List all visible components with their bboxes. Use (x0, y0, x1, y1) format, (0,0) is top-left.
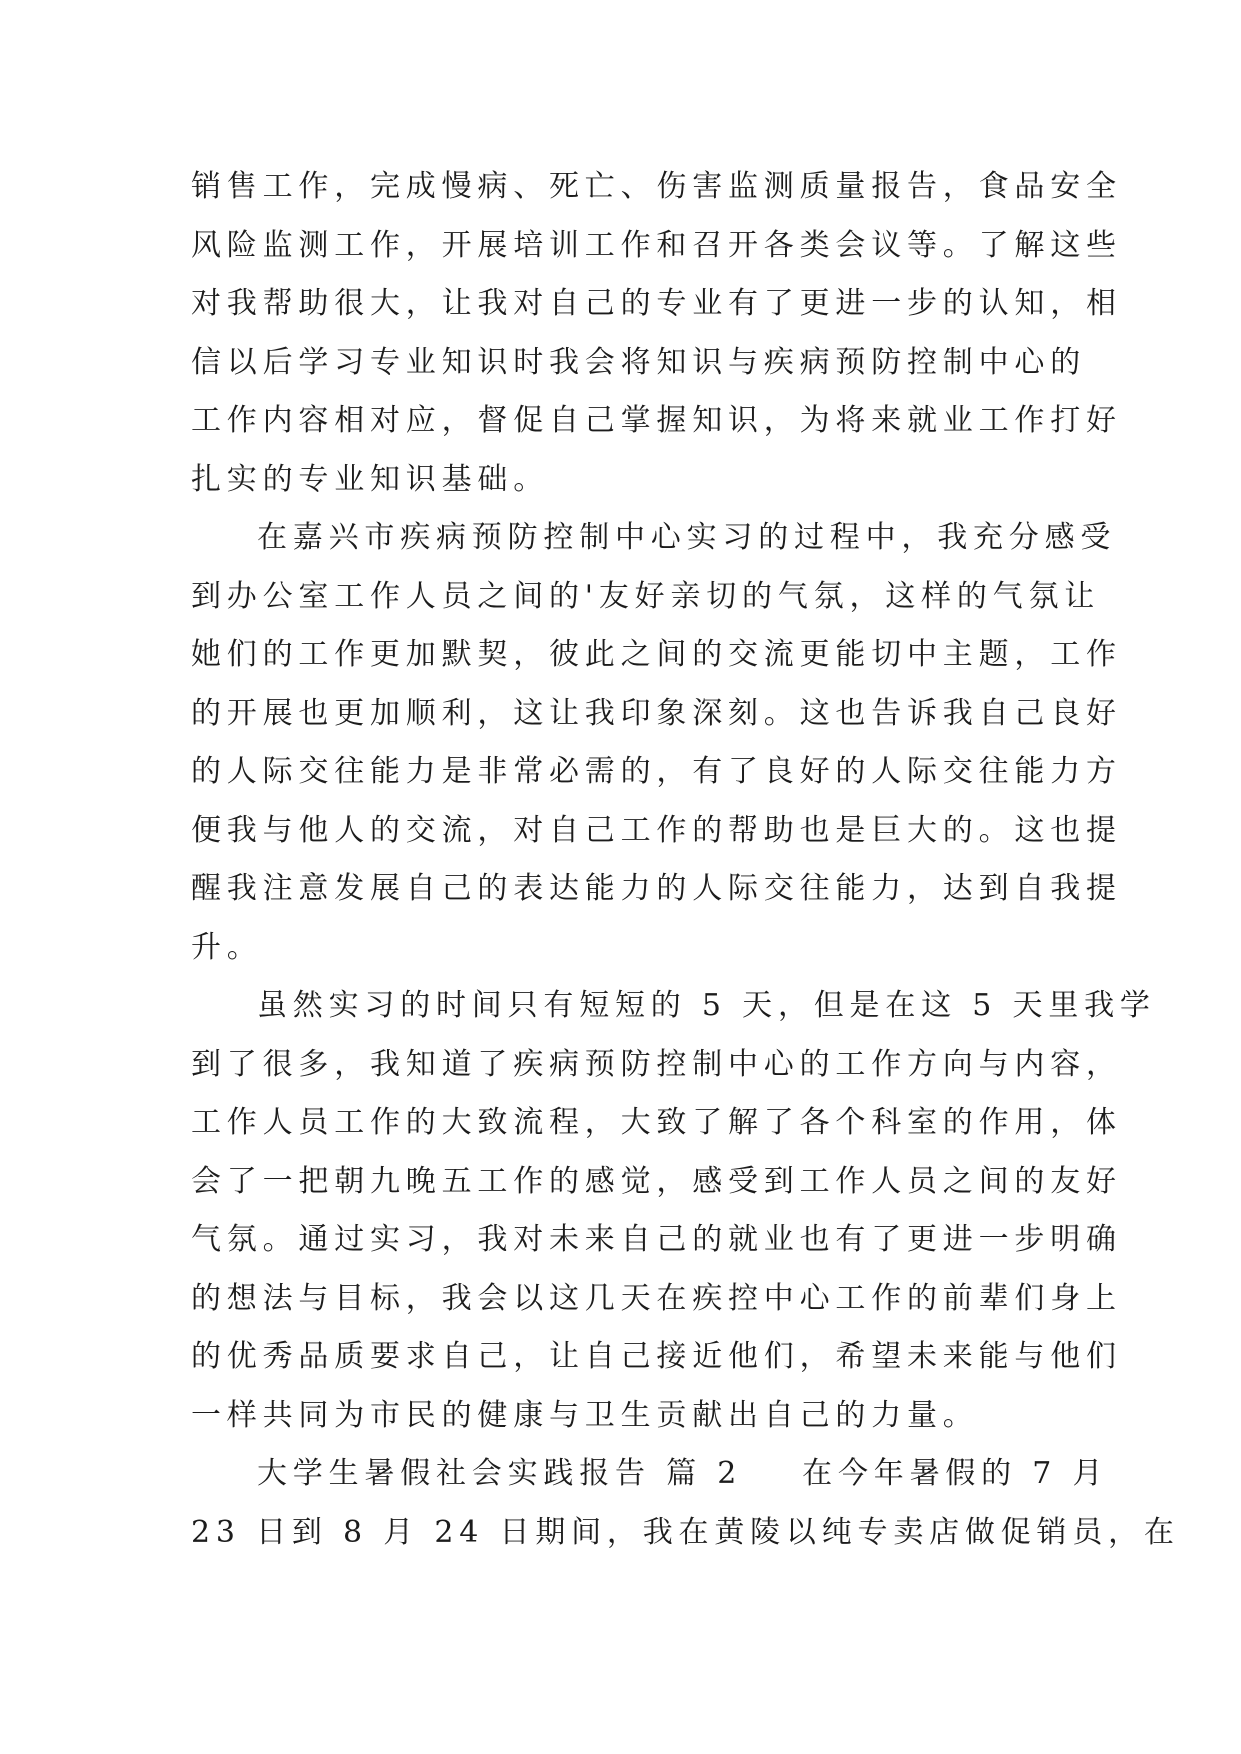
paragraph-4 (191, 1445, 1180, 1562)
text-line: 她们的工作更加默契，彼此之间的交流更能切中主题，工作 (191, 637, 1122, 672)
text-line: 会了一把朝九晚五工作的感觉，感受到工作人员之间的友好 (191, 1163, 1122, 1199)
section-heading: 大学生暑假社会实践报告 篇 2 (257, 1456, 743, 1491)
text-line: 便我与他人的交流，对自己工作的帮助也是巨大的。这也提 (191, 812, 1122, 848)
text-line: 信以后学习专业知识时我会将知识与疾病预防控制中心的 (191, 344, 1086, 380)
text-line: 的开展也更加顺利，这让我印象深刻。这也告诉我自己良好 (191, 695, 1122, 731)
text-line: 对我帮助很大，让我对自己的专业有了更进一步的认知，相 (191, 286, 1122, 321)
paragraph-2 (191, 509, 1122, 977)
paragraph-1 (191, 158, 1122, 509)
text-line: 销售工作，完成慢病、死亡、伤害监测质量报告，食品安全 (191, 169, 1122, 204)
text-line: 的人际交往能力是非常必需的，有了良好的人际交往能力方 (191, 754, 1122, 789)
text-line: 气氛。通过实习，我对未来自己的就业也有了更进一步明确 (191, 1222, 1122, 1257)
text-line: 一样共同为市民的健康与卫生贡献出自己的力量。 (191, 1397, 979, 1433)
text-line: 到了很多，我知道了疾病预防控制中心的工作方向与内容， (191, 1046, 1122, 1082)
text-line: 23 日到 8 月 24 日期间，我在黄陵以纯专卖店做促销员，在 (191, 1514, 1180, 1550)
text-line: 到办公室工作人员之间的'友好亲切的气氛，这样的气氛让 (191, 578, 1101, 614)
text-line: 扎实的专业知识基础。 (191, 461, 549, 497)
text-line: 虽然实习的时间只有短短的 5 天，但是在这 5 天里我学 (257, 988, 1156, 1023)
text-line: 工作内容相对应，督促自己掌握知识，为将来就业工作打好 (191, 403, 1122, 438)
text-line: 的优秀品质要求自己，让自己接近他们，希望未来能与他们 (191, 1339, 1122, 1374)
text-line (191, 1445, 1109, 1504)
text-line: 升。 (191, 929, 263, 965)
text-line: 醒我注意发展自己的表达能力的人际交往能力，达到自我提 (191, 871, 1122, 906)
heading-continuation: 在今年暑假的 7 月 (802, 1456, 1109, 1491)
text-line: 在嘉兴市疾病预防控制中心实习的过程中，我充分感受 (257, 520, 1117, 555)
text-line: 工作人员工作的大致流程，大致了解了各个科室的作用，体 (191, 1105, 1122, 1140)
text-line: 的想法与目标，我会以这几天在疾控中心工作的前辈们身上 (191, 1280, 1122, 1316)
text-line: 风险监测工作，开展培训工作和召开各类会议等。了解这些 (191, 227, 1122, 263)
body-text (191, 158, 1180, 1562)
paragraph-3 (191, 977, 1156, 1445)
